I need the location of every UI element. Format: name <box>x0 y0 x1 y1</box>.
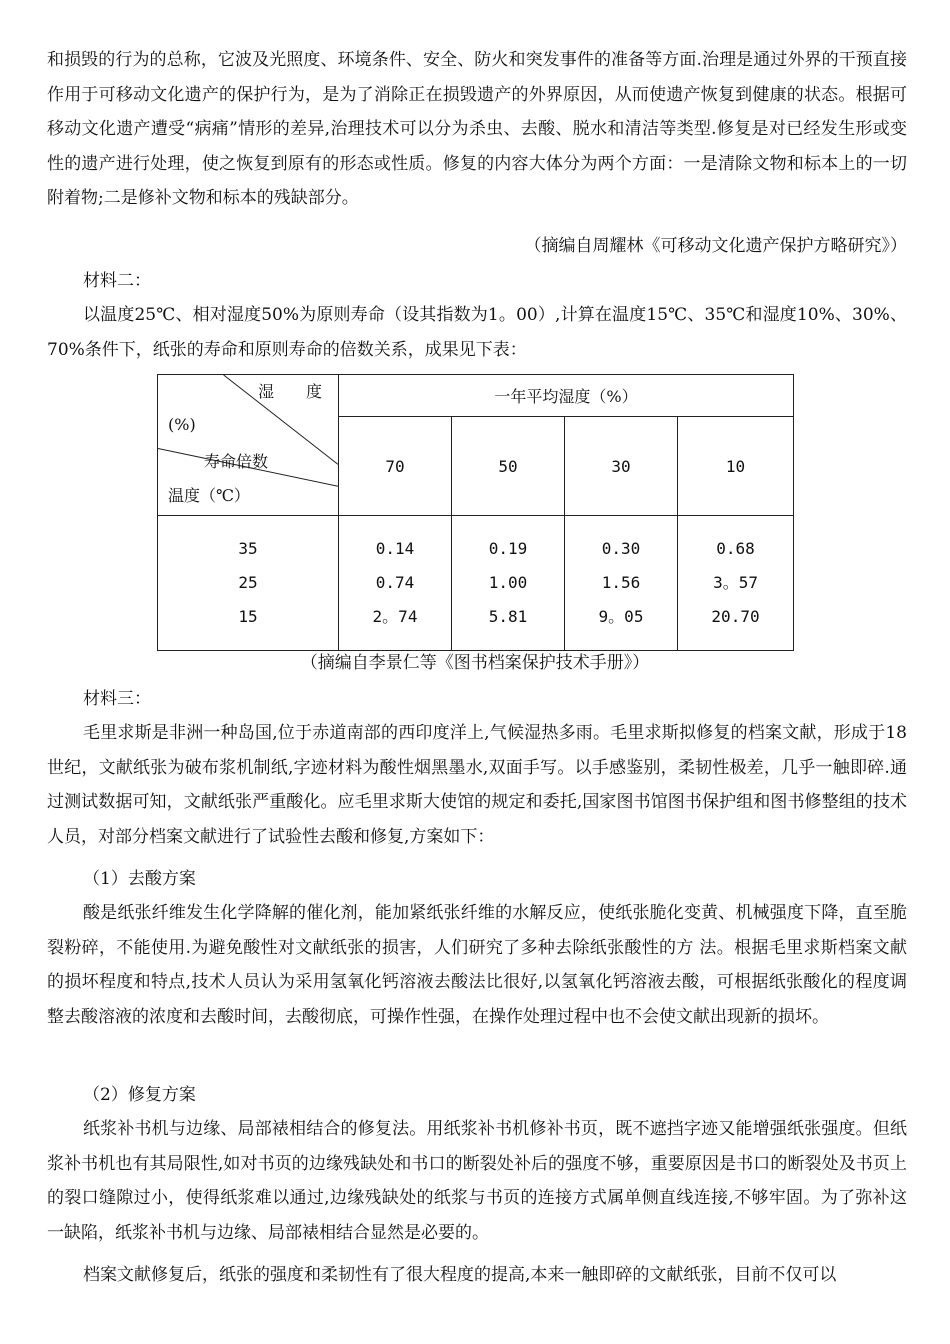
intro-paragraph: 和损毁的行为的总称，它波及光照度、环境条件、安全、防火和突发事件的准备等方面.治理是通过外界的干预直接作用于可移动文化遗产的保护行为，是为了消除正在损毁遗产的外界原因，从而使遗产恢复到健康的状态。根据可移动文化遗产遭受“病痛”情形的差异,治理技术可以分为杀虫、去酸、脱水和清洁等类型.修复是对已经发生形或变性的遗产进行处理，使之恢复到原有的形态或性质。修复的内容大体分为两个方面：一是清除文物和标本上的一切附着物;二是修补文物和标本的残缺部分。 <box>47 50 907 208</box>
table-cell: 3。57 <box>713 573 758 592</box>
material2-text: 以温度25℃、相对湿度50%为原则寿命（设其指数为1。00）,计算在温度15℃、35℃和湿度10%、30%、70%条件下，纸张的寿命和原则寿命的倍数关系，成果见下表： <box>47 305 907 360</box>
table-cell: 1.56 <box>601 573 641 592</box>
paper-life-table <box>157 374 794 651</box>
temp-15: 15 <box>238 607 258 626</box>
table-corner-cell <box>158 375 339 516</box>
values-col-10 <box>678 516 794 651</box>
col-header-30: 30 <box>565 417 678 516</box>
temp-25: 25 <box>238 573 258 592</box>
values-col-30 <box>565 516 678 651</box>
repair-plan-heading: （2）修复方案 <box>83 1085 196 1105</box>
values-col-50 <box>452 516 565 651</box>
table-cell: 2。74 <box>372 607 418 626</box>
table-cell: 0.14 <box>375 539 415 558</box>
material2-heading: 材料二： <box>83 271 151 291</box>
table-cell: 5.81 <box>488 607 528 626</box>
humidity-group-header: 一年平均湿度（%） <box>339 375 794 417</box>
material3-para3: 纸浆补书机与边缘、局部裱相结合的修复法。用纸浆补书机修补书页，既不遮挡字迹又能增强纸张强度。但纸浆补书机也有其局限性,如对书页的边缘残缺处和书口的断裂处补后的强度不够，重要原因是书口的断裂处及书页上的裂口缝隙过小，使得纸浆难以通过,边缘残缺处的纸浆与书页的连接方式属单侧直线连接,不够牢固。为了弥补这一缺陷，纸浆补书机与边缘、局部裱相结合显然是必要的。 <box>47 1119 907 1243</box>
corner-temp-label: 温度（℃） <box>168 486 250 505</box>
table-cell: 9。05 <box>598 607 644 626</box>
deacid-plan-heading: （1）去酸方案 <box>83 869 196 889</box>
corner-percent-label: (%) <box>168 415 196 434</box>
source-citation-1: （摘编自周耀林《可移动文化遗产保护方略研究》） <box>524 236 907 256</box>
corner-life-label: 寿命倍数 <box>204 452 269 471</box>
source-citation-2: （摘编自李景仁等《图书档案保护技术手册》） <box>300 653 650 673</box>
table-cell: 0.19 <box>488 539 528 558</box>
table-cell: 0.74 <box>375 573 415 592</box>
temperature-column <box>158 516 339 651</box>
corner-humidity-label: 湿 度 <box>258 382 323 401</box>
material3-para1: 毛里求斯是非洲一种岛国,位于赤道南部的西印度洋上,气候湿热多雨。毛里求斯拟修复的档案文献，形成于18世纪，文献纸张为破布浆机制纸,字迹材料为酸性烟黑墨水,双面手写。以手感鉴别，柔韧性极差，几乎一触即碎.通过测试数据可知，文献纸张严重酸化。应毛里求斯大使馆的规定和委托,国家图书馆图书保护组和图书修整组的技术人员，对部分档案文献进行了试验性去酸和修复,方案如下： <box>47 723 907 847</box>
table-cell: 0.68 <box>716 539 755 558</box>
values-col-70 <box>339 516 452 651</box>
temp-35: 35 <box>238 539 258 558</box>
table-cell: 1.00 <box>488 573 528 592</box>
material3-para2: 酸是纸张纤维发生化学降解的催化剂，能加紧纸张纤维的水解反应，使纸张脆化变黄、机械强度下降，直至脆裂粉碎，不能使用.为避免酸性对文献纸张的损害，人们研究了多种去除纸张酸性的方 法。根据毛里求斯档案文献的损坏程度和特点,技术人员认为采用氢氧化钙溶液去酸法比很好,以氢氧化钙溶液去酸，可根据纸张酸化的程度调整去酸溶液的浓度和去酸时间，去酸彻底，可操作性强，在操作处理过程中也不会使文献出现新的损坏。 <box>47 903 907 1027</box>
material3-para4: 档案文献修复后，纸张的强度和柔韧性有了很大程度的提高,本来一触即碎的文献纸张，目前不仅可以 <box>83 1265 837 1285</box>
col-header-10: 10 <box>678 417 794 516</box>
col-header-70: 70 <box>339 417 452 516</box>
col-header-50: 50 <box>452 417 565 516</box>
table-cell: 0.30 <box>601 539 641 558</box>
table-cell: 20.70 <box>711 607 760 626</box>
material3-heading: 材料三： <box>83 689 151 709</box>
